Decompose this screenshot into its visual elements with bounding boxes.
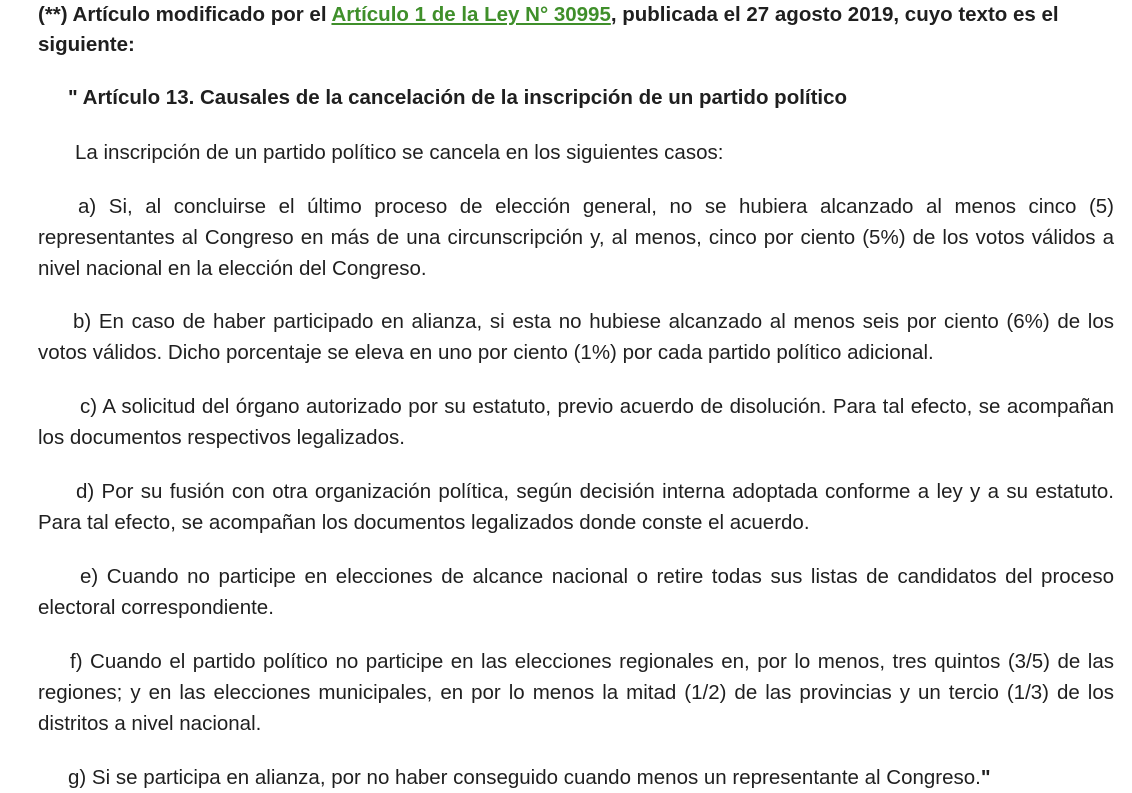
closing-quote: " [980, 766, 991, 789]
clause-a-text: a) Si, al concluirse el último proceso de elección general, no se hubiera alcanzado al menos cinco (5) representantes al Congreso en más de una circunscripción y, al menos, cinco por ciento (5%) de los votos válidos a nivel nacional en la elección del Congreso. [38, 195, 1114, 280]
note-suffix: , publicada el 27 agosto 2019, cuyo texto es el siguiente: [38, 3, 1059, 56]
document-body [38, 0, 1114, 789]
clause-c [38, 391, 1114, 453]
note-prefix: (**) Artículo modificado por el [38, 3, 332, 26]
clause-d [38, 476, 1114, 538]
clause-b-text: b) En caso de haber participado en alianza, si esta no hubiese alcanzado al menos seis por ciento (6%) de los votos válidos. Dicho porcentaje se eleva en uno por ciento (1%) por cada partido político adicional. [38, 310, 1114, 364]
clause-f-text: f) Cuando el partido político no participe en las elecciones regionales en, por lo menos, tres quintos (3/5) de las regiones; y en las elecciones municipales, en por lo menos la mitad (1/2) de las provincias y un tercio (1/3) de los distritos a nivel nacional. [38, 650, 1114, 735]
clause-g-text: g) Si se participa en alianza, por no haber conseguido cuando menos un representante al Congreso. [68, 766, 981, 789]
clause-g [38, 762, 1114, 793]
article-intro: La inscripción de un partido político se cancela en los siguientes casos: [75, 141, 724, 164]
modification-note [38, 0, 1114, 60]
clause-e [38, 561, 1114, 623]
clause-b [38, 306, 1114, 368]
clause-e-text: e) Cuando no participe en elecciones de alcance nacional o retire todas sus listas de candidatos del proceso electoral correspondiente. [38, 565, 1114, 619]
law-link[interactable]: Artículo 1 de la Ley N° 30995 [331, 3, 611, 26]
article-title: " Artículo 13. Causales de la cancelación de la inscripción de un partido político [68, 86, 848, 109]
clause-d-text: d) Por su fusión con otra organización política, según decisión interna adoptada conforme a ley y a su estatuto. Para tal efecto, se acompañan los documentos legalizados donde conste el acuerdo. [38, 480, 1114, 534]
clause-f [38, 646, 1114, 739]
clause-c-text: c) A solicitud del órgano autorizado por su estatuto, previo acuerdo de disolución. Para tal efecto, se acompañan los documentos respectivos legalizados. [38, 395, 1114, 449]
clause-a [38, 191, 1114, 284]
